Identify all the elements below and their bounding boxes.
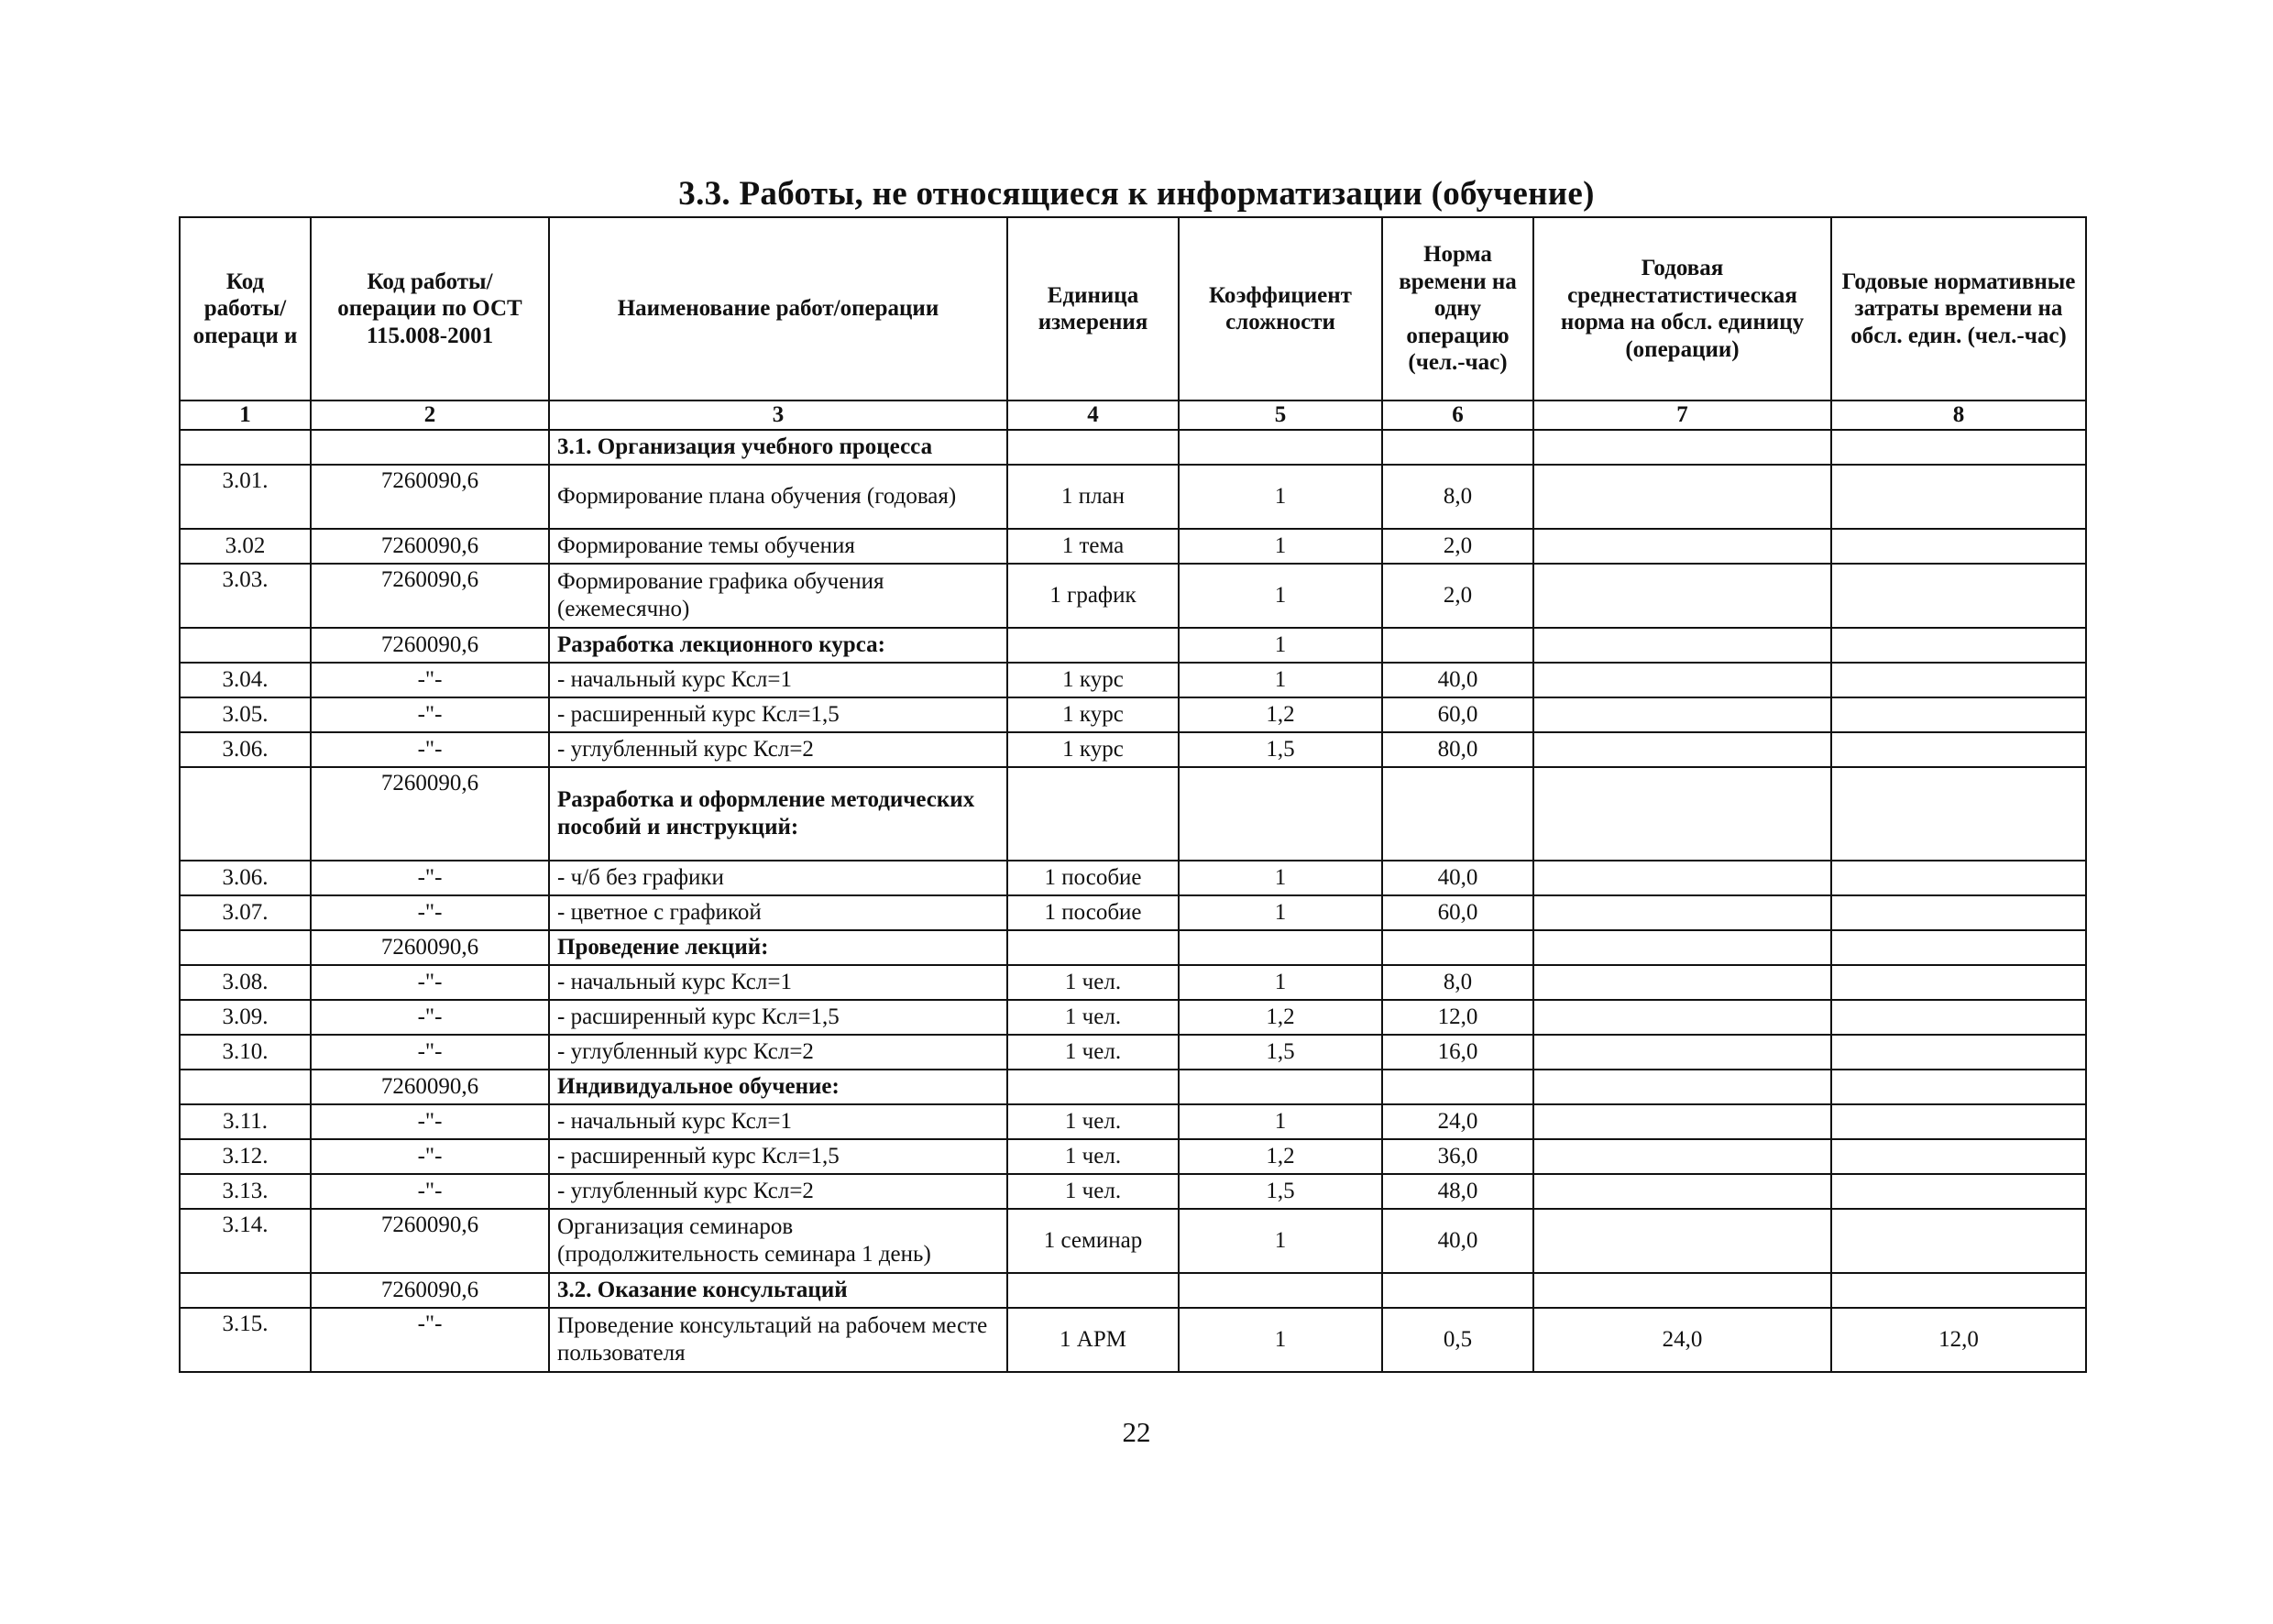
cell-time-norm: 60,0 [1382, 895, 1533, 930]
cell-time-norm: 80,0 [1382, 732, 1533, 767]
cell-annual-cost [1831, 1070, 2086, 1104]
cell-unit: 1 АРМ [1007, 1308, 1179, 1372]
header-work-name: Наименование работ/операции [549, 217, 1007, 401]
column-number: 8 [1831, 401, 2086, 430]
cell-coefficient: 1 [1179, 1104, 1382, 1139]
table-row [180, 965, 2086, 1000]
table-row [180, 861, 2086, 895]
cell-unit: 1 пособие [1007, 895, 1179, 930]
cell-work-code: 3.13. [180, 1174, 311, 1209]
cell-annual-cost [1831, 529, 2086, 564]
norms-table [179, 216, 2087, 1373]
cell-unit [1007, 930, 1179, 965]
column-number: 3 [549, 401, 1007, 430]
cell-coefficient [1179, 767, 1382, 861]
cell-unit: 1 чел. [1007, 1104, 1179, 1139]
cell-annual-cost: 12,0 [1831, 1308, 2086, 1372]
cell-work-name: - расширенный курс Ксл=1,5 [549, 1000, 1007, 1035]
cell-work-name: - начальный курс Ксл=1 [549, 965, 1007, 1000]
cell-unit [1007, 767, 1179, 861]
table-row [180, 1139, 2086, 1174]
cell-ost-code: -"- [311, 1000, 549, 1035]
cell-ost-code [311, 430, 549, 465]
table-row [180, 1174, 2086, 1209]
cell-work-code: 3.12. [180, 1139, 311, 1174]
cell-work-code: 3.05. [180, 697, 311, 732]
cell-work-name: - начальный курс Ксл=1 [549, 663, 1007, 697]
cell-annual-cost [1831, 1104, 2086, 1139]
cell-unit: 1 курс [1007, 663, 1179, 697]
table-body [180, 430, 2086, 1372]
cell-work-name: - цветное с графикой [549, 895, 1007, 930]
cell-time-norm: 24,0 [1382, 1104, 1533, 1139]
cell-annual-norm [1533, 767, 1831, 861]
cell-annual-norm [1533, 930, 1831, 965]
cell-coefficient [1179, 1273, 1382, 1308]
table-section-row [180, 1273, 2086, 1308]
cell-coefficient: 1 [1179, 1209, 1382, 1273]
cell-unit: 1 чел. [1007, 1139, 1179, 1174]
cell-annual-cost [1831, 930, 2086, 965]
cell-ost-code: 7260090,6 [311, 1209, 549, 1273]
cell-annual-cost [1831, 663, 2086, 697]
cell-coefficient [1179, 1070, 1382, 1104]
table-row [180, 1308, 2086, 1372]
cell-work-name: Формирование плана обучения (годовая) [549, 465, 1007, 529]
cell-annual-cost [1831, 965, 2086, 1000]
cell-time-norm: 2,0 [1382, 529, 1533, 564]
cell-work-code [180, 767, 311, 861]
cell-coefficient: 1 [1179, 529, 1382, 564]
cell-ost-code: 7260090,6 [311, 1273, 549, 1308]
cell-coefficient: 1 [1179, 1308, 1382, 1372]
cell-work-name: Проведение консультаций на рабочем месте пользователя [549, 1308, 1007, 1372]
column-number: 7 [1533, 401, 1831, 430]
column-number: 2 [311, 401, 549, 430]
cell-unit: 1 график [1007, 564, 1179, 628]
cell-annual-cost [1831, 767, 2086, 861]
cell-annual-cost [1831, 732, 2086, 767]
cell-work-code: 3.06. [180, 861, 311, 895]
cell-ost-code: -"- [311, 1035, 549, 1070]
cell-time-norm: 16,0 [1382, 1035, 1533, 1070]
cell-annual-cost [1831, 1273, 2086, 1308]
cell-work-name: Проведение лекций: [549, 930, 1007, 965]
cell-annual-norm [1533, 1000, 1831, 1035]
cell-time-norm: 8,0 [1382, 465, 1533, 529]
cell-unit: 1 курс [1007, 697, 1179, 732]
table-row [180, 1000, 2086, 1035]
cell-time-norm [1382, 1070, 1533, 1104]
cell-work-name: Организация семинаров (продолжительность семинара 1 день) [549, 1209, 1007, 1273]
cell-annual-cost [1831, 465, 2086, 529]
cell-ost-code: -"- [311, 895, 549, 930]
cell-work-code [180, 430, 311, 465]
cell-annual-cost [1831, 1209, 2086, 1273]
cell-work-code [180, 1273, 311, 1308]
cell-time-norm [1382, 430, 1533, 465]
cell-annual-norm [1533, 1273, 1831, 1308]
cell-unit: 1 чел. [1007, 965, 1179, 1000]
header-ost-code: Код работы/операции по ОСТ 115.008-2001 [311, 217, 549, 401]
cell-coefficient: 1,5 [1179, 1035, 1382, 1070]
cell-time-norm: 0,5 [1382, 1308, 1533, 1372]
cell-coefficient [1179, 930, 1382, 965]
header-annual-norm: Годовая среднестатистическая норма на обсл. единицу (операции) [1533, 217, 1831, 401]
cell-coefficient: 1 [1179, 895, 1382, 930]
cell-unit: 1 план [1007, 465, 1179, 529]
table-row [180, 1209, 2086, 1273]
cell-annual-norm [1533, 1104, 1831, 1139]
table-row [180, 663, 2086, 697]
cell-annual-norm [1533, 564, 1831, 628]
header-unit: Единица измерения [1007, 217, 1179, 401]
cell-work-code: 3.01. [180, 465, 311, 529]
cell-work-name: 3.2. Оказание консультаций [549, 1273, 1007, 1308]
cell-coefficient: 1,2 [1179, 1139, 1382, 1174]
cell-unit: 1 тема [1007, 529, 1179, 564]
cell-work-name: - углубленный курс Ксл=2 [549, 1035, 1007, 1070]
table-row [180, 895, 2086, 930]
cell-time-norm [1382, 930, 1533, 965]
cell-ost-code: 7260090,6 [311, 564, 549, 628]
cell-time-norm [1382, 628, 1533, 663]
header-coefficient: Коэффициент сложности [1179, 217, 1382, 401]
table-row [180, 1035, 2086, 1070]
cell-work-code: 3.03. [180, 564, 311, 628]
cell-ost-code: 7260090,6 [311, 529, 549, 564]
cell-coefficient [1179, 430, 1382, 465]
header-time-norm: Норма времени на одну операцию (чел.-час) [1382, 217, 1533, 401]
table-section-row [180, 430, 2086, 465]
cell-ost-code: -"- [311, 965, 549, 1000]
cell-work-code: 3.15. [180, 1308, 311, 1372]
cell-time-norm: 40,0 [1382, 663, 1533, 697]
cell-ost-code: 7260090,6 [311, 930, 549, 965]
cell-time-norm: 36,0 [1382, 1139, 1533, 1174]
cell-unit [1007, 1070, 1179, 1104]
cell-work-name: Разработка и оформление методических пособий и инструкций: [549, 767, 1007, 861]
cell-ost-code: 7260090,6 [311, 1070, 549, 1104]
cell-annual-cost [1831, 895, 2086, 930]
cell-unit: 1 чел. [1007, 1000, 1179, 1035]
cell-coefficient: 1 [1179, 564, 1382, 628]
column-numbers-row [180, 401, 2086, 430]
cell-annual-norm [1533, 1209, 1831, 1273]
cell-ost-code: 7260090,6 [311, 465, 549, 529]
cell-annual-cost [1831, 697, 2086, 732]
table-section-row [180, 767, 2086, 861]
cell-annual-norm [1533, 965, 1831, 1000]
cell-time-norm: 40,0 [1382, 1209, 1533, 1273]
cell-ost-code: -"- [311, 1104, 549, 1139]
table-row [180, 529, 2086, 564]
page-title: 3.3. Работы, не относящиеся к информатизации (обучение) [678, 175, 1595, 213]
cell-work-code: 3.02 [180, 529, 311, 564]
cell-work-name: Формирование темы обучения [549, 529, 1007, 564]
cell-ost-code: -"- [311, 663, 549, 697]
cell-annual-norm [1533, 861, 1831, 895]
cell-ost-code: -"- [311, 697, 549, 732]
table-section-row [180, 628, 2086, 663]
cell-annual-cost [1831, 564, 2086, 628]
cell-annual-norm [1533, 1035, 1831, 1070]
cell-work-name: Разработка лекционного курса: [549, 628, 1007, 663]
cell-coefficient: 1 [1179, 628, 1382, 663]
cell-time-norm: 12,0 [1382, 1000, 1533, 1035]
cell-ost-code: -"- [311, 1139, 549, 1174]
cell-work-code: 3.10. [180, 1035, 311, 1070]
column-number: 5 [1179, 401, 1382, 430]
cell-work-code [180, 1070, 311, 1104]
cell-time-norm: 60,0 [1382, 697, 1533, 732]
cell-work-code: 3.07. [180, 895, 311, 930]
cell-annual-norm [1533, 697, 1831, 732]
column-number: 6 [1382, 401, 1533, 430]
cell-coefficient: 1,2 [1179, 1000, 1382, 1035]
cell-ost-code: 7260090,6 [311, 628, 549, 663]
cell-unit: 1 курс [1007, 732, 1179, 767]
cell-ost-code: -"- [311, 861, 549, 895]
cell-annual-norm [1533, 663, 1831, 697]
cell-time-norm: 48,0 [1382, 1174, 1533, 1209]
cell-annual-norm [1533, 1139, 1831, 1174]
cell-work-code [180, 930, 311, 965]
cell-work-code: 3.06. [180, 732, 311, 767]
cell-annual-norm [1533, 732, 1831, 767]
cell-coefficient: 1 [1179, 965, 1382, 1000]
cell-annual-norm [1533, 1070, 1831, 1104]
cell-annual-cost [1831, 1139, 2086, 1174]
cell-coefficient: 1,2 [1179, 697, 1382, 732]
cell-annual-cost [1831, 1035, 2086, 1070]
cell-work-name: - расширенный курс Ксл=1,5 [549, 1139, 1007, 1174]
cell-annual-norm [1533, 465, 1831, 529]
cell-time-norm: 40,0 [1382, 861, 1533, 895]
table-row [180, 564, 2086, 628]
table-row [180, 1104, 2086, 1139]
header-work-code: Код работы/ операци и [180, 217, 311, 401]
cell-time-norm: 8,0 [1382, 965, 1533, 1000]
cell-unit: 1 семинар [1007, 1209, 1179, 1273]
cell-work-code: 3.11. [180, 1104, 311, 1139]
cell-time-norm [1382, 767, 1533, 861]
cell-work-name: - начальный курс Ксл=1 [549, 1104, 1007, 1139]
cell-annual-norm [1533, 529, 1831, 564]
cell-ost-code: -"- [311, 1174, 549, 1209]
table-header-row [180, 217, 2086, 401]
cell-coefficient: 1 [1179, 663, 1382, 697]
cell-ost-code: 7260090,6 [311, 767, 549, 861]
cell-unit [1007, 1273, 1179, 1308]
cell-coefficient: 1 [1179, 465, 1382, 529]
cell-annual-norm [1533, 895, 1831, 930]
cell-work-name: - ч/б без графики [549, 861, 1007, 895]
cell-work-name: - углубленный курс Ксл=2 [549, 1174, 1007, 1209]
cell-unit [1007, 628, 1179, 663]
cell-work-code: 3.09. [180, 1000, 311, 1035]
cell-ost-code: -"- [311, 732, 549, 767]
cell-unit: 1 пособие [1007, 861, 1179, 895]
cell-annual-norm [1533, 430, 1831, 465]
cell-annual-norm [1533, 628, 1831, 663]
cell-coefficient: 1 [1179, 861, 1382, 895]
cell-coefficient: 1,5 [1179, 732, 1382, 767]
cell-work-name: Формирование графика обучения (ежемесячно) [549, 564, 1007, 628]
header-annual-cost: Годовые нормативные затраты времени на обсл. един. (чел.-час) [1831, 217, 2086, 401]
table-row [180, 732, 2086, 767]
cell-work-code: 3.08. [180, 965, 311, 1000]
cell-time-norm: 2,0 [1382, 564, 1533, 628]
cell-annual-cost [1831, 1000, 2086, 1035]
table-row [180, 465, 2086, 529]
cell-unit [1007, 430, 1179, 465]
cell-work-name: 3.1. Организация учебного процесса [549, 430, 1007, 465]
cell-annual-cost [1831, 628, 2086, 663]
cell-work-code: 3.14. [180, 1209, 311, 1273]
cell-unit: 1 чел. [1007, 1174, 1179, 1209]
cell-annual-norm [1533, 1174, 1831, 1209]
cell-unit: 1 чел. [1007, 1035, 1179, 1070]
cell-annual-norm: 24,0 [1533, 1308, 1831, 1372]
column-number: 1 [180, 401, 311, 430]
table-section-row [180, 930, 2086, 965]
cell-annual-cost [1831, 430, 2086, 465]
cell-annual-cost [1831, 1174, 2086, 1209]
cell-work-name: - расширенный курс Ксл=1,5 [549, 697, 1007, 732]
table-row [180, 697, 2086, 732]
cell-work-code [180, 628, 311, 663]
page-number: 22 [1122, 1416, 1151, 1448]
cell-work-name: - углубленный курс Ксл=2 [549, 732, 1007, 767]
cell-annual-cost [1831, 861, 2086, 895]
cell-coefficient: 1,5 [1179, 1174, 1382, 1209]
cell-work-name: Индивидуальное обучение: [549, 1070, 1007, 1104]
table-section-row [180, 1070, 2086, 1104]
cell-ost-code: -"- [311, 1308, 549, 1372]
cell-time-norm [1382, 1273, 1533, 1308]
column-number: 4 [1007, 401, 1179, 430]
cell-work-code: 3.04. [180, 663, 311, 697]
